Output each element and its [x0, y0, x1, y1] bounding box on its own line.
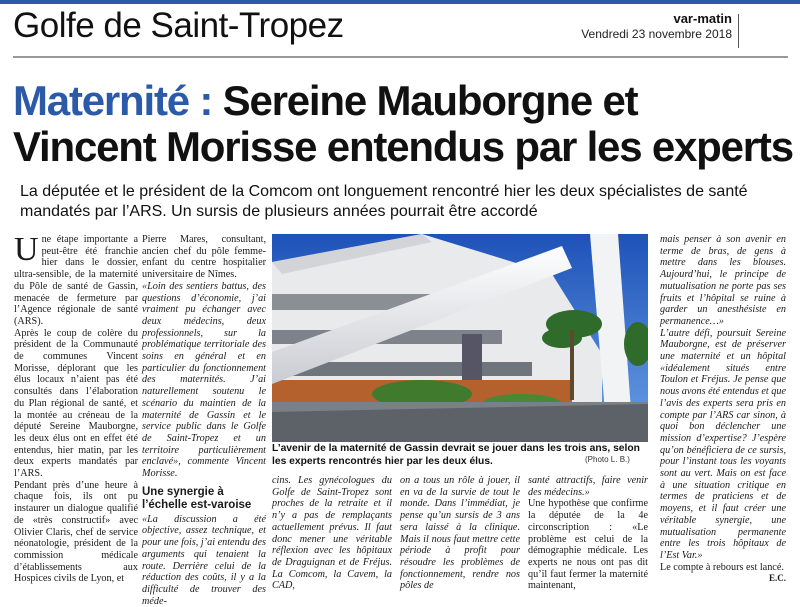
article-standfirst: La députée et le président de la Comcom ont longuement rencontré hier les deux spécialistes de santé mandatés par l’ARS. Un sursis de plusieurs années pourrait être accordé — [20, 183, 748, 220]
brand-name: var-matin — [673, 11, 732, 26]
section-title: Golfe de Saint-Tropez — [13, 6, 344, 45]
col1-paragraph-3: Pendant près d’une heure à chaque fois, ils ont pu instaurer un dialogue qualifié de «très constructif» avec Olivier Claris, chef de service néonatologie, président de la commission médicale d’établissements aux Hospices civils de Lyon, et — [14, 479, 138, 585]
col4-paragraph-1: on a tous un rôle à jouer, il en va de la survie de tout le monde. Dans l’immédiat, je pense qu’un sursis de 3 ans sera laissé à la clinique. Mais il nous faut mettre cette période à profit pour résoudre les problèmes de fonctionnement, rendre nos pôles de — [400, 475, 520, 592]
photo-caption: L’avenir de la maternité de Gassin devrait se jouer dans les trois ans, selon les experts rencontrés hier par les deux élus. — [272, 443, 640, 467]
article-column-3 — [272, 475, 392, 592]
col6-paragraph-2: L’autre défi, poursuit Sereine Mauborgne, est de préserver une maternité et un hôpital «idéalement situés entre Toulon et Fréjus. Je pense que nous avons été entendus et que l’avis des experts sera pris en compte par l’ARS car sinon, à quoi bon déclencher une mission d’expertise? J’espère qu’on bénéficiera de ce sursis, pour l’instant tous les voyants sont au vert. Mais on est face à une situation critique en termes de praticiens et de moyens, et il faut créer une véritable synergie, une mutualisation permanente entre les trois hôpitaux de l’Est Var.» — [660, 327, 786, 561]
col5-paragraph-2: Une hypothèse que confirme la députée de la 4e circonscription : «Le problème est celui de la démographie médicale. Les experts ne nous ont pas dit qu’il faut fermer la maternité maintenant, — [528, 498, 648, 592]
col6-paragraph-3: Le compte à rebours est lancé. — [660, 561, 784, 573]
photo-credit: (Photo L. B.) — [585, 455, 630, 464]
masthead-rule — [13, 56, 788, 58]
article-photo — [272, 234, 648, 442]
headline-line1: Sereine Mauborgne et — [212, 77, 638, 124]
top-accent-bar — [0, 0, 800, 4]
col2-quote: «Loin des sentiers battus, des questions d’économie, j’ai vraiment pu échanger avec deux médecins, deux professionnels, sur la problématique territoriale des soins en général et en particulier du fonctionnement des maternités. J’ai naturellement soutenu le scénario du maintien de la maternité de Gassin et le service public dans le Golfe de Saint-Tropez et un territoire particulièrement enclavé», commente Vincent Morisse. — [142, 280, 266, 480]
col3-paragraph-1: cins. Les gynécologues du Golfe de Saint-Tropez sont proches de la retraite et il n’y a pas de remplaçants actuellement prévus. Il faut donc mener une véritable réflexion avec les hôpitaux de Draguignan et de Fréjus. La Comcom, la Cavem, la CAD, — [272, 475, 392, 592]
article-column-6 — [660, 234, 786, 585]
col2-paragraph-3: «La discussion a été objective, assez technique, et pour une fois, j’ai entendu des arguments qui tenaient la route. Derrière celui de la réduction des coûts, il y a la difficulté de trouver des méde- — [142, 513, 266, 607]
col1-paragraph-1: ne étape importante a peut-être été franchie hier dans le dossier, ultra-sensible, de la maternité du Pôle de santé de Gassin, menacée de fermeture par l’Agence régionale de santé (ARS). — [14, 234, 138, 327]
article-column-4 — [400, 475, 520, 592]
author-signature: E.C. — [768, 573, 786, 584]
headline-line2: Vincent Morisse entendus par les experts — [13, 123, 793, 170]
issue-date: Vendredi 23 novembre 2018 — [581, 27, 732, 41]
maternity-building-photo — [272, 234, 648, 442]
drop-cap: U — [14, 231, 39, 268]
article-headline — [13, 78, 793, 170]
article-subheading: Une synergie à l’échelle est-varoise — [142, 485, 252, 511]
headline-kicker: Maternité : — [13, 77, 213, 124]
article-column-5 — [528, 475, 648, 592]
col6-paragraph-1: mais penser à son avenir en terme de bras, de gens à mettre dans les blouses. Aujourd’hui, le principe de mutualisation ne porte pas ses fruits et l’hôpital se ruine à garder un anesthésiste en permanence…» — [660, 234, 786, 327]
masthead-divider — [738, 14, 739, 48]
col2-paragraph-1: Pierre Mares, consultant, ancien chef du pôle femme-enfant du centre hospitalier universitaire de Nîmes. — [142, 234, 266, 281]
col5-paragraph-1: santé attractifs, faire venir des médecins.» — [528, 475, 648, 498]
col1-paragraph-2: Après le coup de colère du président de la Communauté de communes Vincent Morisse, déplorant que les élus locaux n’aient pas été consultés dans l’élaboration du Plan régional de santé, et la montée au créneau de la député Sereine Mauborgne, les deux élus ont en effet été entendus, hier matin, par les deux experts mandatés par l’ARS. — [14, 327, 138, 480]
article-column-2 — [142, 234, 266, 607]
article-column-1 — [14, 231, 138, 585]
